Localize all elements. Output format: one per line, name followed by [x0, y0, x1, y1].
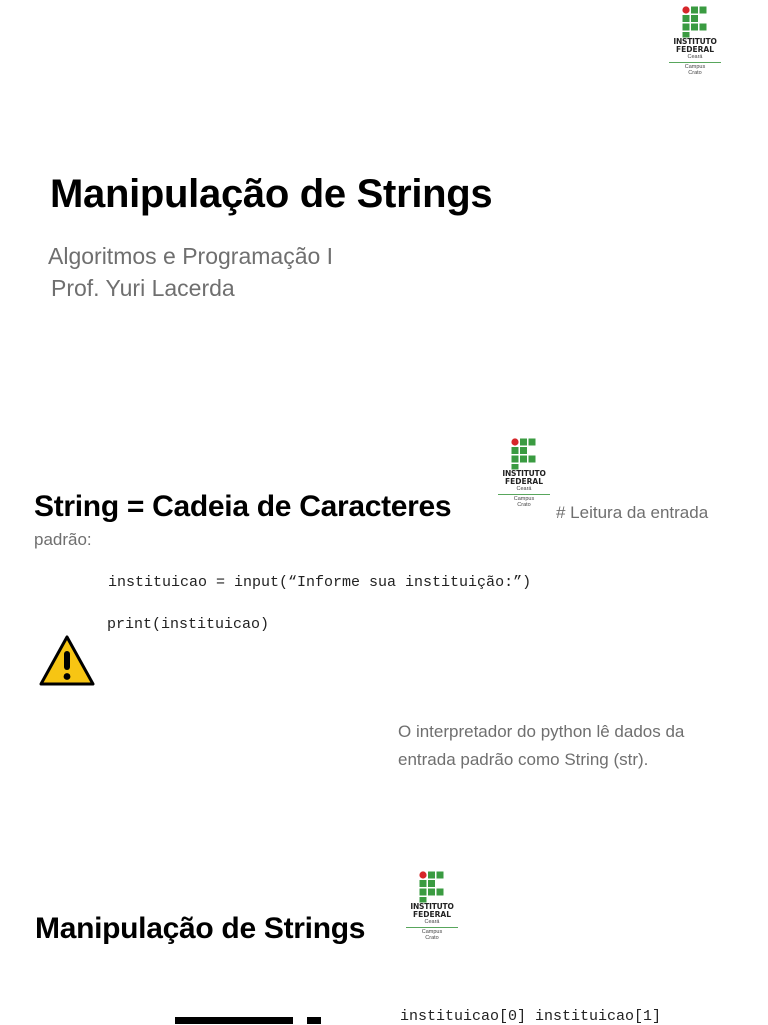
if-logo-mark-icon — [419, 871, 445, 903]
slide2-note-line2: entrada padrão como String (str). — [398, 750, 649, 769]
slide3-code-index-line: instituicao[0] instituicao[1] — [400, 1008, 662, 1025]
logo-line-ceara: Ceará — [687, 54, 703, 60]
logo-line-ceara: Ceará — [424, 919, 440, 925]
logo-line-crato: Crato — [517, 502, 531, 508]
slide1-author: Prof. Yuri Lacerda — [51, 275, 235, 301]
logo-line-campus: Campus — [684, 64, 706, 70]
if-logo-mark-icon — [682, 6, 708, 38]
slide3-graphic-bar — [175, 1017, 293, 1024]
slide1-subtitle: Algoritmos e Programação I — [48, 243, 334, 269]
logo-divider — [669, 62, 721, 63]
logo-line-instituto: INSTITUTO — [410, 902, 454, 911]
if-logo-mark-icon — [511, 438, 537, 470]
logo-line-crato: Crato — [425, 935, 439, 941]
slide3-heading: Manipulação de Strings — [35, 912, 366, 945]
logo-divider — [406, 927, 458, 928]
logo-line-federal: FEDERAL — [413, 910, 451, 919]
slide2-heading: String = Cadeia de Caracteres — [34, 490, 452, 523]
logo-divider — [498, 494, 550, 495]
if-logo — [494, 438, 554, 508]
slide2-code-input-line: instituicao = input(“Informe sua instituição:”) — [108, 574, 532, 591]
slide3-graphic-bar-small — [307, 1017, 321, 1024]
logo-line-campus: Campus — [513, 496, 535, 502]
logo-line-instituto: INSTITUTO — [673, 37, 717, 46]
if-logo — [665, 6, 725, 76]
logo-line-federal: FEDERAL — [505, 477, 543, 486]
slide2-comment-part2: padrão: — [34, 530, 92, 549]
logo-line-federal: FEDERAL — [676, 45, 714, 54]
logo-line-ceara: Ceará — [516, 486, 532, 492]
slide2-note-line1: O interpretador do python lê dados da — [398, 722, 685, 741]
slide2-comment-part1: # Leitura da entrada — [556, 503, 709, 522]
logo-line-campus: Campus — [421, 929, 443, 935]
logo-line-crato: Crato — [688, 70, 702, 76]
warning-triangle-icon — [38, 634, 96, 688]
slide2-code-print-line: print(instituicao) — [107, 616, 270, 633]
logo-line-instituto: INSTITUTO — [502, 469, 546, 478]
if-logo — [402, 871, 462, 941]
slide1-title: Manipulação de Strings — [50, 172, 493, 216]
